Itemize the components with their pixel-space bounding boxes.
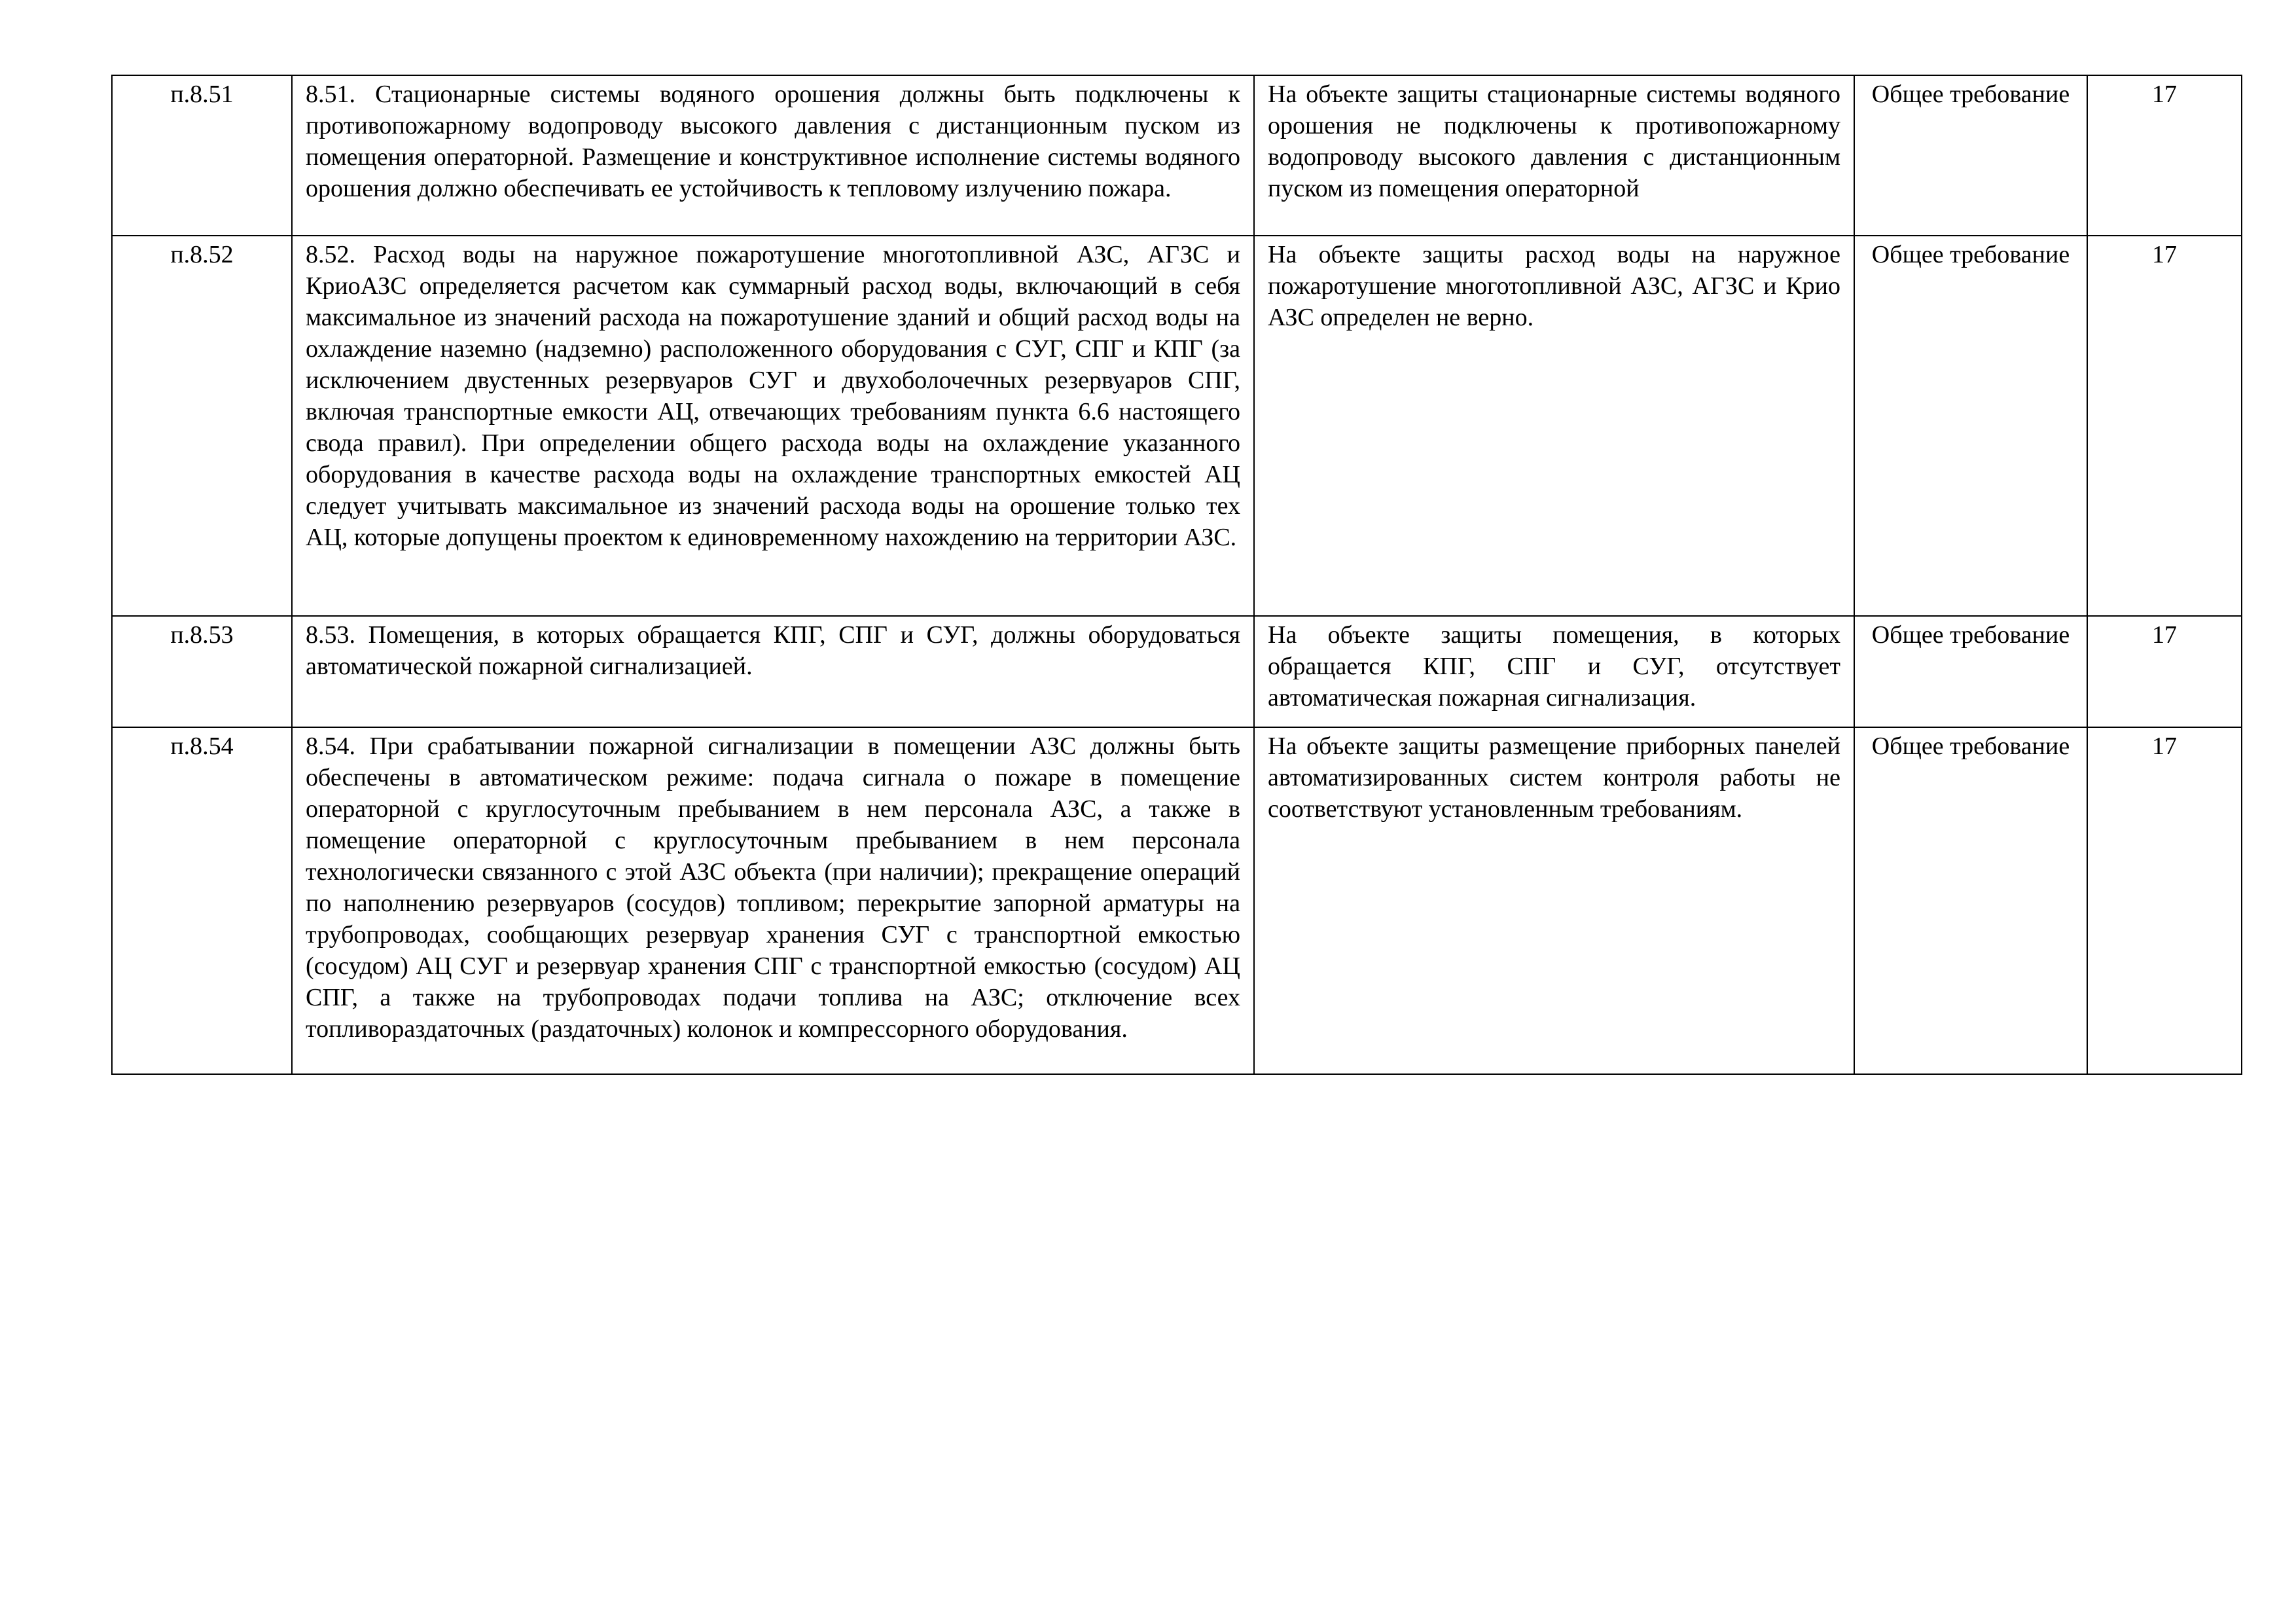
requirement-text: 8.53. Помещения, в которых обращается КПГ, СПГ и СУГ, должны оборудоваться автоматической пожарной сигнализацией.	[292, 616, 1254, 727]
violation-text: На объекте защиты стационарные системы водяного орошения не подключены к противопожарному водопроводу высокого давления с дистанционным пуском из помещения операторной	[1254, 75, 1854, 236]
requirements-table	[111, 75, 2242, 1075]
violation-text: На объекте защиты расход воды на наружное пожаротушение многотопливной АЗС, АГЗС и Крио АЗС определен не верно.	[1254, 236, 1854, 616]
reference-number: 17	[2087, 727, 2242, 1074]
table-row	[112, 75, 2242, 236]
requirement-text: 8.51. Стационарные системы водяного орошения должны быть подключены к противопожарному водопроводу высокого давления с дистанционным пуском из помещения операторной. Размещение и конструктивное исполнение системы водяного орошения должно обеспечивать ее устойчивость к тепловому излучению пожара.	[292, 75, 1254, 236]
clause-reference: п.8.52	[112, 236, 292, 616]
reference-number: 17	[2087, 75, 2242, 236]
violation-text: На объекте защиты размещение приборных панелей автоматизированных систем контроля работы не соответствуют установленным требованиям.	[1254, 727, 1854, 1074]
violation-text: На объекте защиты помещения, в которых обращается КПГ, СПГ и СУГ, отсутствует автоматическая пожарная сигнализация.	[1254, 616, 1854, 727]
requirement-type: Общее требование	[1854, 75, 2087, 236]
table-row	[112, 727, 2242, 1074]
requirement-text: 8.54. При срабатывании пожарной сигнализации в помещении АЗС должны быть обеспечены в автоматическом режиме: подача сигнала о пожаре в помещение операторной с круглосуточным пребыванием в нем персонала АЗС, а также в помещение операторной с круглосуточным пребыванием в нем персонала технологически связанного с этой АЗС объекта (при наличии); прекращение операций по наполнению резервуаров (сосудов) топливом; перекрытие запорной арматуры на трубопроводах, сообщающих резервуар хранения СУГ с транспортной емкостью (сосудом) АЦ СУГ и резервуар хранения СПГ с транспортной емкостью (сосудом) АЦ СПГ, а также на трубопроводах подачи топлива на АЗС; отключение всех топливораздаточных (раздаточных) колонок и компрессорного оборудования.	[292, 727, 1254, 1074]
reference-number: 17	[2087, 616, 2242, 727]
requirement-type: Общее требование	[1854, 616, 2087, 727]
requirement-text: 8.52. Расход воды на наружное пожаротушение многотопливной АЗС, АГЗС и КриоАЗС определяется расчетом как суммарный расход воды, включающий в себя максимальное из значений расхода на пожаротушение зданий и общий расход воды на охлаждение наземно (надземно) расположенного оборудования с СУГ, СПГ и КПГ (за исключением двустенных резервуаров СУГ и двухоболочечных резервуаров СПГ, включая транспортные емкости АЦ, отвечающих требованиям пункта 6.6 настоящего свода правил). При определении общего расхода воды на охлаждение указанного оборудования в качестве расхода воды на охлаждение транспортных емкостей АЦ следует учитывать максимальное из значений расхода воды на орошение только тех АЦ, которые допущены проектом к единовременному нахождению на территории АЗС.	[292, 236, 1254, 616]
reference-number: 17	[2087, 236, 2242, 616]
clause-reference: п.8.54	[112, 727, 292, 1074]
table-row	[112, 616, 2242, 727]
clause-reference: п.8.51	[112, 75, 292, 236]
clause-reference: п.8.53	[112, 616, 292, 727]
requirement-type: Общее требование	[1854, 727, 2087, 1074]
table-row	[112, 236, 2242, 616]
requirement-type: Общее требование	[1854, 236, 2087, 616]
